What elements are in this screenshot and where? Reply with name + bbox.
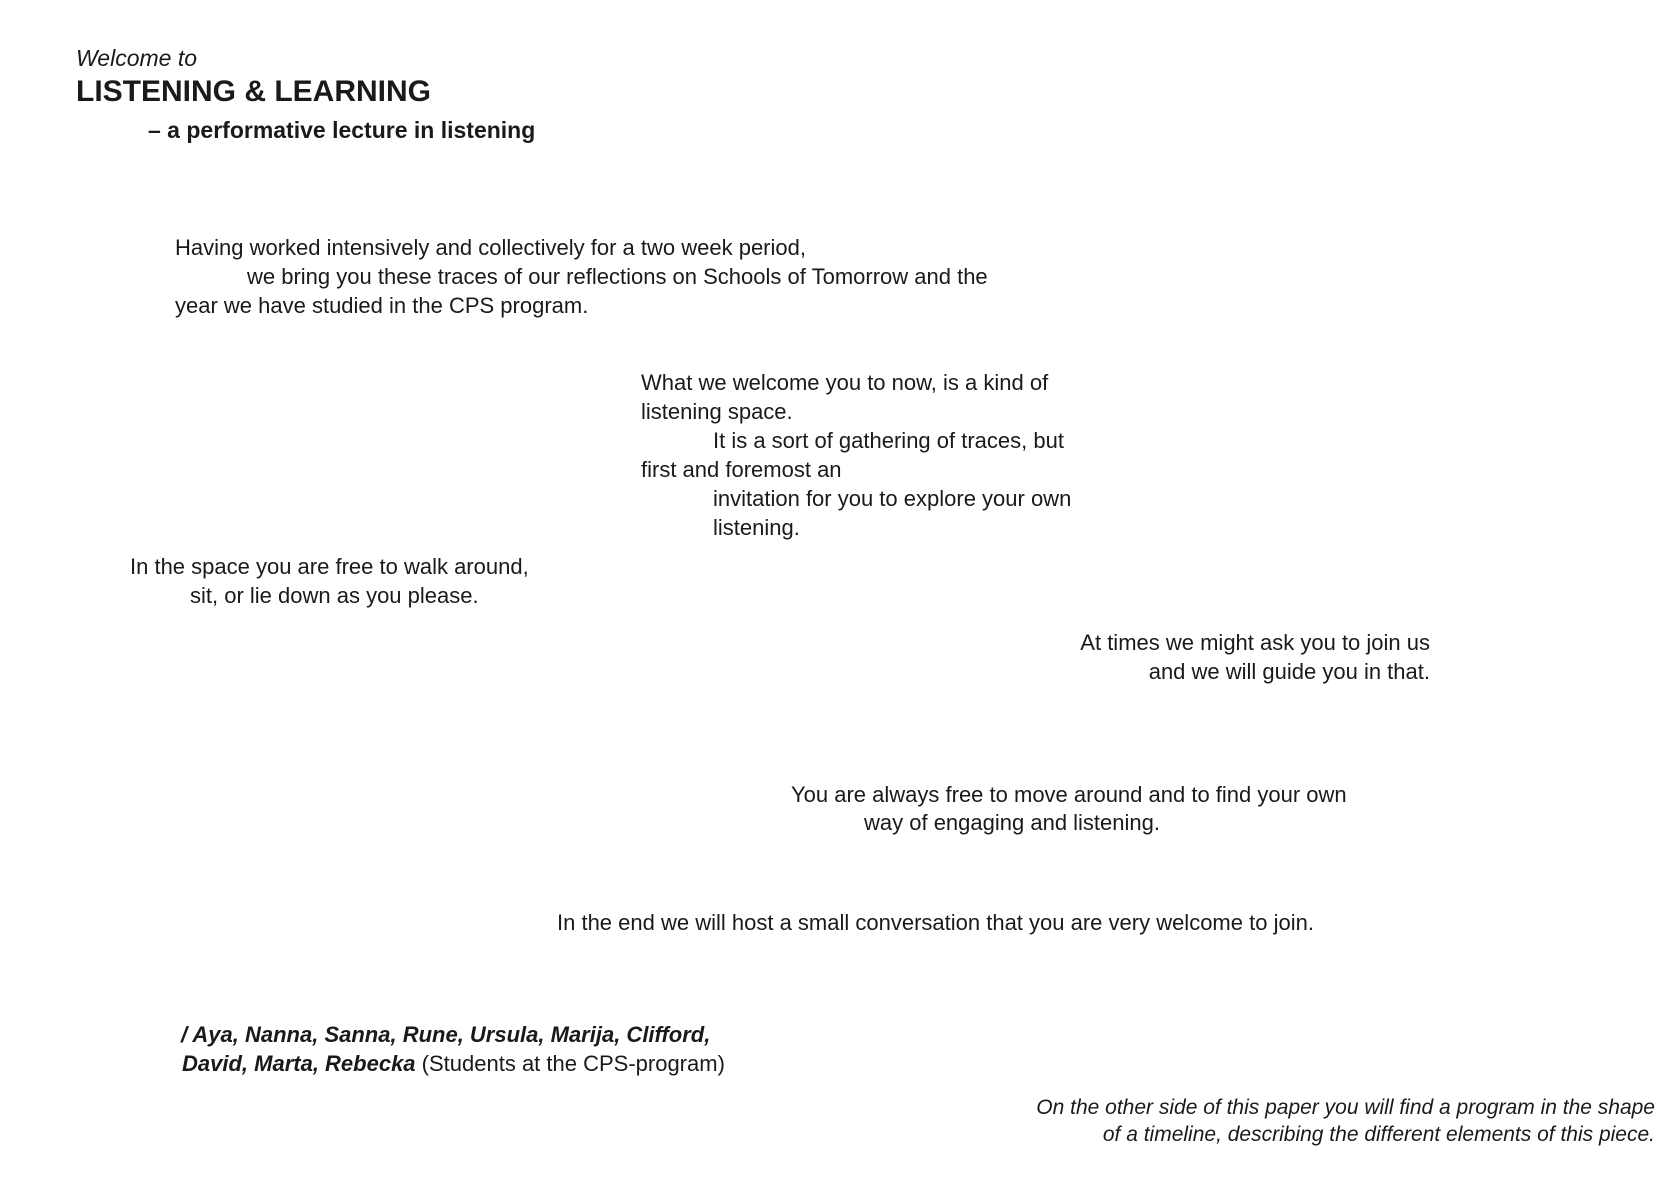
- walk-line: In the space you are free to walk around,: [130, 554, 529, 579]
- intro-line: we bring you these traces of our reflections on Schools of Tomorrow and the: [247, 264, 988, 289]
- listening-line: listening.: [713, 515, 800, 540]
- join-line: and we will guide you in that.: [1148, 659, 1430, 684]
- walk-line: sit, or lie down as you please.: [190, 583, 479, 608]
- page-title: LISTENING & LEARNING: [76, 75, 432, 108]
- signature-affiliation: (Students at the CPS-program): [415, 1051, 725, 1076]
- intro-line: Having worked intensively and collectively for a two week period,: [175, 235, 806, 260]
- listening-line: first and foremost an: [641, 457, 842, 482]
- join-line: At times we might ask you to join us: [1080, 630, 1430, 655]
- listening-line: It is a sort of gathering of traces, but: [713, 428, 1064, 453]
- move-line: way of engaging and listening.: [864, 810, 1160, 835]
- page-subtitle: – a performative lecture in listening: [148, 117, 536, 143]
- move-line: You are always free to move around and to find your own: [791, 782, 1347, 807]
- signature-line2: [182, 1049, 725, 1078]
- footer-line: of a timeline, describing the different elements of this piece.: [1102, 1123, 1655, 1146]
- intro-line: year we have studied in the CPS program.: [175, 293, 589, 318]
- signature-names-line2: David, Marta, Rebecka: [182, 1051, 416, 1076]
- footer-line: On the other side of this paper you will find a program in the shape: [1036, 1096, 1655, 1119]
- listening-line: listening space.: [641, 399, 793, 424]
- listening-line: What we welcome you to now, is a kind of: [641, 370, 1049, 395]
- listening-line: invitation for you to explore your own: [713, 486, 1072, 511]
- conversation-text: In the end we will host a small conversation that you are very welcome to join.: [557, 910, 1314, 935]
- signature-names-line1: / Aya, Nanna, Sanna, Rune, Ursula, Marija, Clifford,: [181, 1022, 711, 1047]
- welcome-text: Welcome to: [76, 45, 198, 71]
